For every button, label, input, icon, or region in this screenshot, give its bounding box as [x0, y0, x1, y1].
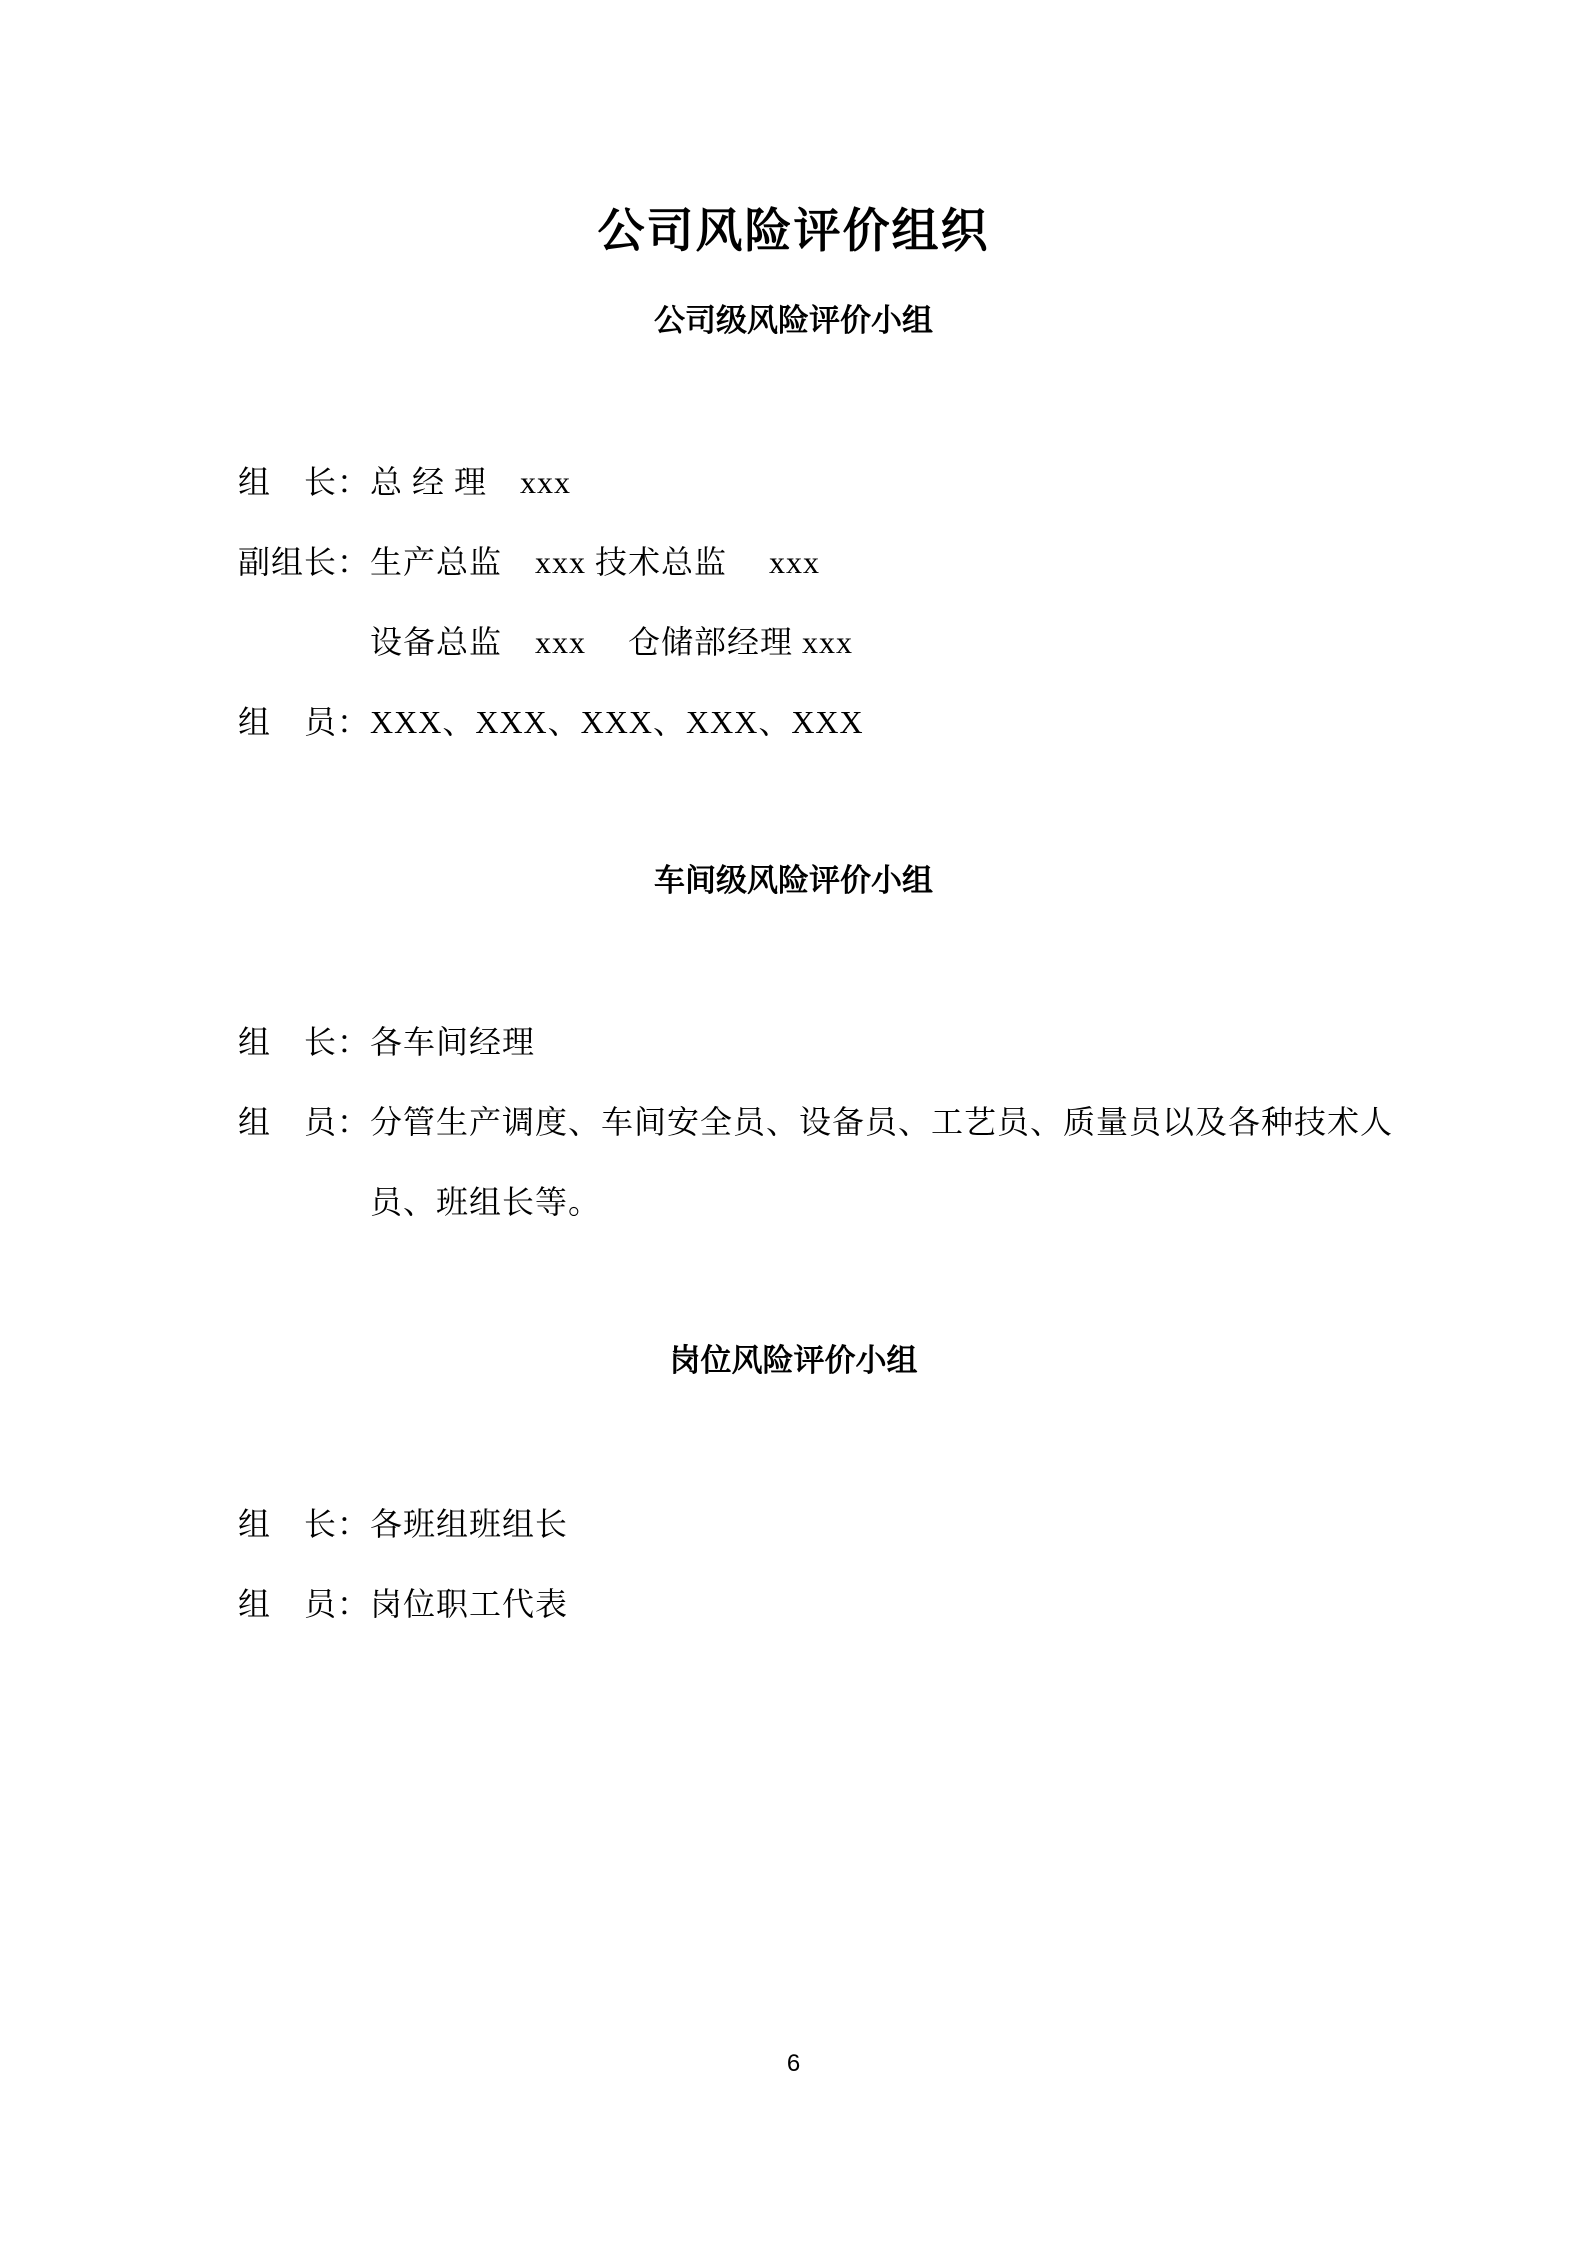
- body-line-members: 组 员：XXX、XXX、XXX、XXX、XXX: [238, 704, 864, 740]
- section-heading-company-level: 公司级风险评价小组: [654, 303, 933, 338]
- page-number: 6: [786, 2050, 801, 2077]
- page-title: 公司风险评价组织: [597, 204, 990, 257]
- body-line-members: 组 员：岗位职工代表: [238, 1586, 569, 1622]
- body-line-leader: 组 长：各车间经理: [238, 1024, 536, 1060]
- section-heading-post-level: 岗位风险评价小组: [669, 1343, 918, 1378]
- section-heading-workshop-level: 车间级风险评价小组: [654, 863, 933, 898]
- body-line-leader: 组 长：各班组班组长: [238, 1506, 569, 1542]
- body-line-deputy-leaders: 副组长：生产总监 xxx 技术总监 xxx: [238, 544, 821, 580]
- body-line-members: 组 员：分管生产调度、车间安全员、设备员、工艺员、质量员以及各种技术人: [238, 1104, 1394, 1140]
- body-line-members-continued: 员、班组长等。: [370, 1184, 602, 1220]
- body-line-leader: 组 长：总 经 理 xxx: [238, 464, 572, 500]
- body-line-deputy-leaders-continued: 设备总监 xxx 仓储部经理 xxx: [370, 624, 854, 660]
